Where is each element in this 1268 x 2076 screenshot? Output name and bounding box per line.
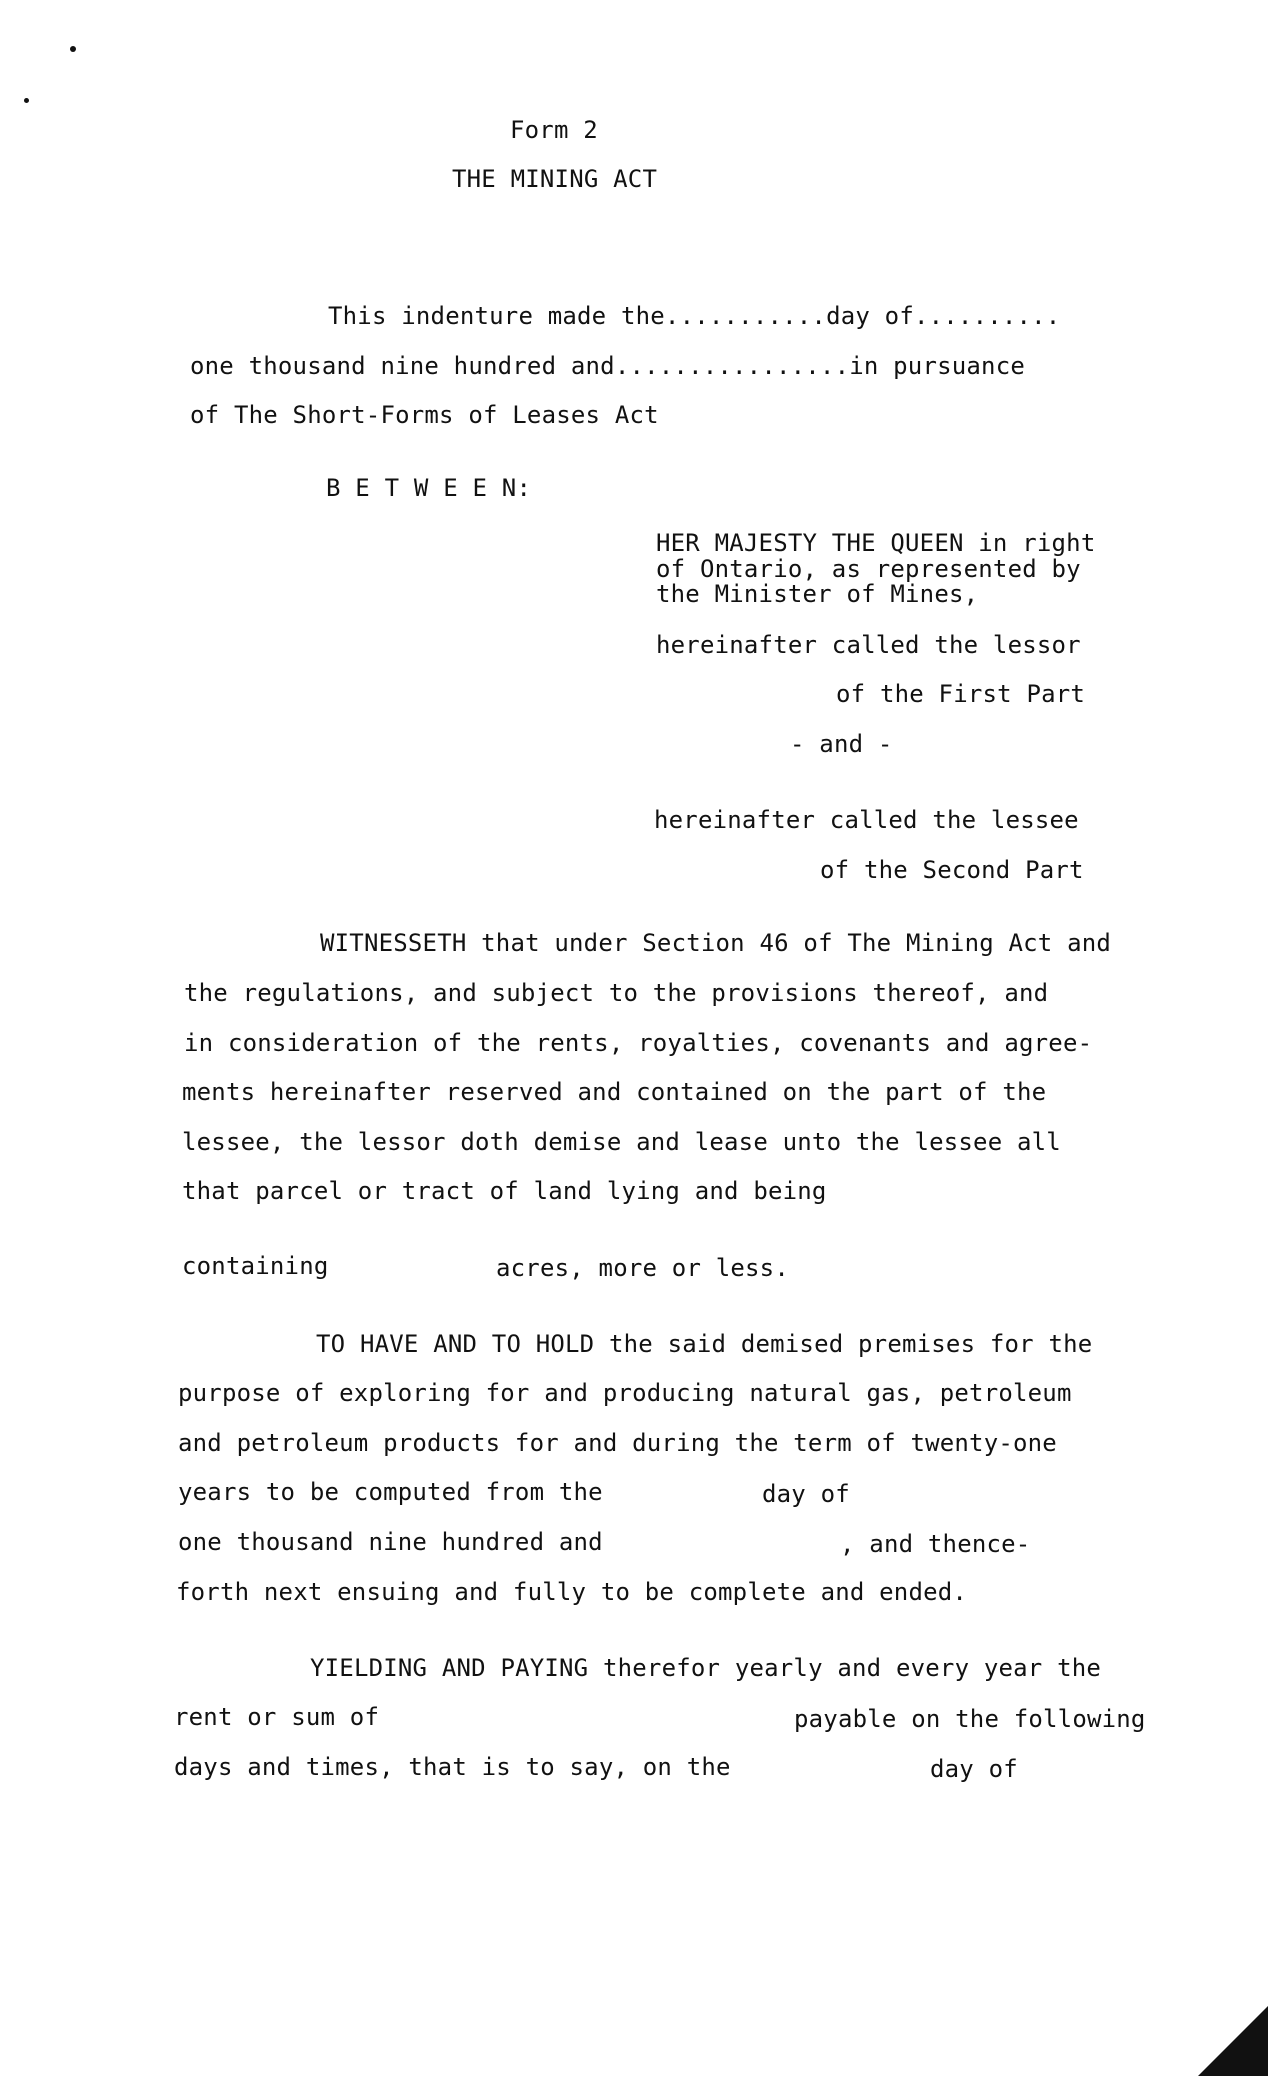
- lessor-name-line-2: of Ontario, as represented by: [656, 555, 1081, 583]
- witnesseth-line-1: WITNESSETH that under Section 46 of The Mining Act and: [320, 929, 1112, 957]
- witnesseth-line-6: that parcel or tract of land lying and being: [182, 1177, 827, 1205]
- scan-speck: [70, 46, 76, 52]
- witnesseth-line-4: ments hereinafter reserved and contained on the part of the: [182, 1078, 1047, 1106]
- yielding-line-2a: rent or sum of: [174, 1703, 380, 1731]
- lessee-called: hereinafter called the lessee: [654, 806, 1079, 834]
- scan-speck: [24, 98, 29, 103]
- habendum-line-3: and petroleum products for and during the term of twenty-one: [178, 1429, 1057, 1457]
- lessor-name-line-3: the Minister of Mines,: [656, 580, 979, 608]
- containing-acres: acres, more or less.: [496, 1254, 789, 1282]
- lessor-called: hereinafter called the lessor: [656, 631, 1081, 659]
- between-label: B E T W E E N:: [326, 474, 532, 502]
- preamble-line-1: This indenture made the...........day of..........: [328, 302, 1061, 330]
- and-separator: - and -: [790, 730, 893, 758]
- containing-label: containing: [182, 1252, 329, 1280]
- habendum-line-1: TO HAVE AND TO HOLD the said demised premises for the: [316, 1330, 1093, 1358]
- lessor-name-line-1: HER MAJESTY THE QUEEN in right: [656, 529, 1096, 557]
- yielding-line-3a: days and times, that is to say, on the: [174, 1753, 731, 1781]
- habendum-line-4a: years to be computed from the: [178, 1478, 603, 1506]
- habendum-line-2: purpose of exploring for and producing natural gas, petroleum: [178, 1379, 1072, 1407]
- preamble-line-3: of The Short-Forms of Leases Act: [190, 401, 659, 429]
- habendum-line-5a: one thousand nine hundred and: [178, 1528, 603, 1556]
- preamble-line-2: one thousand nine hundred and................in pursuance: [190, 352, 1026, 380]
- yielding-line-2b: payable on the following: [794, 1705, 1146, 1733]
- witnesseth-line-2: the regulations, and subject to the provisions thereof, and: [184, 979, 1049, 1007]
- witnesseth-line-3: in consideration of the rents, royalties, covenants and agree-: [184, 1029, 1093, 1057]
- habendum-line-6: forth next ensuing and fully to be complete and ended.: [176, 1578, 968, 1606]
- first-part: of the First Part: [836, 680, 1086, 708]
- habendum-line-4b: day of: [762, 1480, 850, 1508]
- act-title: THE MINING ACT: [452, 165, 658, 193]
- witnesseth-line-5: lessee, the lessor doth demise and lease unto the lessee all: [182, 1128, 1061, 1156]
- form-number: Form 2: [510, 116, 598, 144]
- habendum-line-5b: , and thence-: [840, 1530, 1031, 1558]
- page-corner-shadow: [1198, 2006, 1268, 2076]
- yielding-line-3b: day of: [930, 1755, 1018, 1783]
- second-part: of the Second Part: [820, 856, 1084, 884]
- yielding-line-1: YIELDING AND PAYING therefor yearly and every year the: [310, 1654, 1102, 1682]
